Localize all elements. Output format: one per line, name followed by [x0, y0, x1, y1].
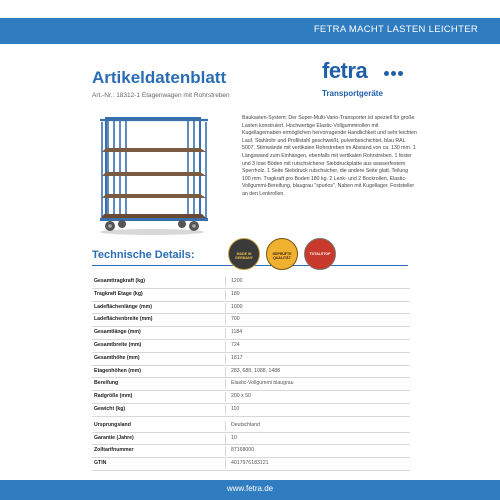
spec-label: Ladeflächenbreite (mm): [94, 316, 153, 323]
spec-row: [92, 404, 410, 417]
header: [0, 0, 500, 48]
spec-row: [92, 391, 410, 404]
spec-value: 1184: [231, 329, 243, 336]
made-in-germany-badge: [228, 238, 260, 270]
spec-label: Radgröße (mm): [94, 393, 133, 400]
spec-row: [92, 366, 410, 379]
spec-row: [92, 302, 410, 315]
spec-row: [92, 433, 410, 446]
footer-url[interactable]: www.fetra.de: [226, 484, 274, 493]
quality-label: GEPRÜFTE QUALITÄT: [272, 252, 292, 260]
spec-label: Gesamtlänge (mm): [94, 329, 141, 336]
fetra-logo: [322, 58, 412, 102]
spec-value: 1000: [231, 303, 243, 310]
totalstop-label: TOTALSTOP: [309, 252, 331, 256]
spec-label: Ursprungsland: [94, 421, 131, 428]
spec-label: Zolltarifnummer: [94, 447, 134, 454]
spec-label: Etagenhöhen (mm): [94, 367, 141, 374]
spec-value: 10: [231, 434, 237, 441]
spec-label: Gesamtbreite (mm): [94, 341, 142, 348]
spec-value: 4017976183121: [231, 460, 269, 467]
logo-wordmark: fetra: [322, 58, 368, 83]
spec-value: 1200: [231, 278, 243, 284]
spec-value: 87168000: [231, 447, 255, 454]
spec-value: 700: [231, 316, 240, 323]
spec-row: [92, 420, 410, 433]
spec-label: Garantie (Jahre): [94, 434, 134, 441]
spec-value: Deutschland: [231, 421, 260, 428]
spec-label: Tragkraft Etage (kg): [94, 290, 143, 297]
spec-value: 283, 688, 1088, 1488: [231, 367, 281, 374]
quality-badges: [228, 238, 336, 268]
spec-label: Gewicht (kg): [94, 405, 126, 412]
spec-row: [92, 276, 410, 289]
article-number: Art.-Nr.: 18312-1 Etagenwagen mit Rohrstreben: [92, 92, 230, 99]
spec-value: 180: [231, 290, 240, 297]
logo-subtitle: Transportgeräte: [322, 89, 383, 98]
spec-label: Ladeflächenlänge (mm): [94, 303, 152, 310]
spec-label: GTIN: [94, 460, 107, 467]
spec-row: [92, 445, 410, 458]
spec-row: [92, 378, 410, 391]
spec-value: Elastic-Vollgummi blaugrau: [231, 380, 294, 387]
spec-row: [92, 458, 410, 471]
spec-row: [92, 289, 410, 302]
product-description: Baukasten-System: Der Super-Multi-Vario-Transporter ist speziell für große Lasten konstruiert. Hochwertige Elastic-Vollgummirollen mit Kugellagernaben ermöglichen hervorragende Handlichkeit und sehr leichten Lauf. Stahlrohr und Profilstahl geschweißt, pulverbeschichtet, blau RAL 5007. Stirnwände mit vertikalen Rohrstreben im Abstand von ca. 130 mm. 1 Längswand zum Einhängen, ebenfalls mit vertikalen Rohrstreben. 1 fester und 3 lose Böden mit rutschsicherer Siebdruckplatte aus wasserfestem Sperrholz. 1 Seite Siebdruck rutschsicher, die andere Seite glatt. Teilung 100 mm. Tragkraft pro Boden 180 kg. 2 Lenk- und 2 Bockrollen, Elastic-Vollgummi-Bereifung, blaugrau "spurlos". Naben mit Kugellager. Feststeller an den Lenkrollen.: [242, 115, 417, 197]
spec-value: 1817: [231, 354, 243, 361]
spec-row: [92, 353, 410, 366]
spec-label: Bereifung: [94, 380, 119, 387]
spec-row: [92, 327, 410, 340]
logo-dots-icon: [384, 71, 403, 76]
made-in-germany-label: MADE IN GERMANY: [235, 252, 253, 260]
spec-label: Gesamttragkraft (kg): [94, 278, 146, 284]
totalstop-badge: [304, 238, 336, 270]
page-title: Artikeldatenblatt: [92, 68, 227, 87]
quality-badge: [266, 238, 298, 270]
spec-value: 724: [231, 341, 240, 348]
spec-value: 200 x 50: [231, 393, 251, 400]
spec-row: [92, 340, 410, 353]
spec-label: Gesamthöhe (mm): [94, 354, 140, 361]
spec-row: [92, 314, 410, 327]
header-tagline: FETRA MACHT LASTEN LEICHTER: [313, 24, 478, 35]
spec-table: [92, 276, 410, 471]
footer: [0, 480, 500, 500]
product-image: [92, 114, 212, 238]
spec-value: 110: [231, 405, 240, 412]
section-title: Technische Details:: [92, 249, 195, 261]
